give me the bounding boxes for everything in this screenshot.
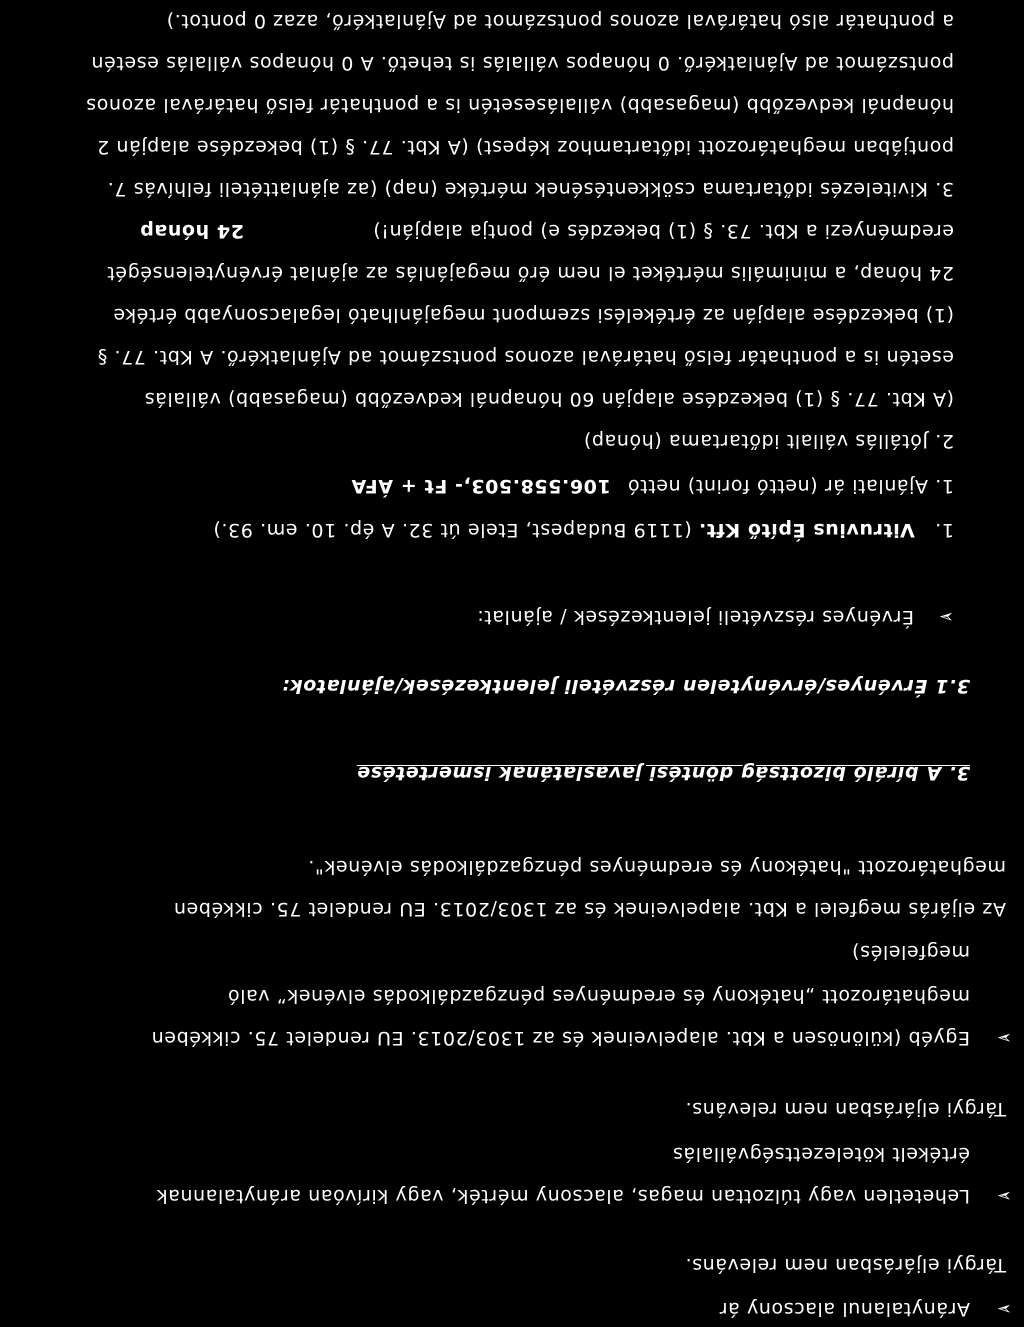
paragraph: Tárgyi eljárásban nem releváns. bbox=[684, 1254, 1006, 1276]
bidder-name: Vitruvius Építő Kft. bbox=[698, 519, 915, 541]
paragraph: Tárgyi eljárásban nem releváns. bbox=[684, 1098, 1006, 1120]
criterion-warranty-line6: eredményezi a Kbt. 73. § (1) bekezdés e) pontja alapján!) bbox=[372, 220, 954, 242]
criterion-warranty-value: 24 hónap bbox=[139, 220, 244, 242]
bullet-arrow-icon: ➢ bbox=[996, 1185, 1012, 1206]
criterion-warranty-line5: 24 hónap, a minimális mértéket el nem érő megajánlás az ajánlat érvénytelenségét bbox=[106, 262, 954, 284]
bullet-lehetetlen-line2: értékelt kötelezettségvállalás bbox=[672, 1143, 970, 1165]
bullet-arrow-icon: ➢ bbox=[938, 606, 954, 627]
section-heading: 3. A bíráló bizottság döntési javaslatának ismertetése bbox=[356, 762, 970, 784]
criterion-duration-line4: pontszámot ad Ajánlatkérő. 0 hónapos vállalás is tehető. A 0 hónapos vállalás esetén bbox=[90, 52, 954, 74]
subsection-heading: 3.1 Érvényes/érvénytelen részvételi jelentkezések/ajánlatok: bbox=[281, 675, 970, 697]
bullet-egyeb-line2: meghatározott „hatékony és eredményes pénzgazdálkodás elvének” való bbox=[227, 985, 970, 1007]
bidder-number: 1. bbox=[934, 519, 954, 541]
bullet-egyeb-line1: Egyéb (különösen a Kbt. alapelveinek és az 1303/2013. EU rendelet 75. cikkében bbox=[151, 1027, 970, 1049]
criterion-warranty-line1: 2. Jótállás vállalt időtartama (hónap) bbox=[583, 430, 954, 452]
criterion-duration-line5: a ponthatár alsó határával azonos pontszámot ad Ajánlatkérő, azaz 0 pontot.) bbox=[166, 10, 954, 32]
paragraph-line2: meghatározott "hatékony és eredményes pénzgazdálkodás elvének". bbox=[307, 856, 1006, 878]
criterion-warranty-line3: esetén is a ponthatár felső határával azonos pontszámot ad Ajánlatkérő. A Kbt. 77. § bbox=[97, 346, 954, 368]
bidder-address: (1119 Budapest, Etele út 32. A ép. 10. em. 93.) bbox=[212, 519, 692, 541]
criterion-warranty-line4: (1) bekezdése alapján az értékelési szempont megajánlható legalacsonyabb értéke bbox=[112, 304, 954, 326]
paragraph-line1: Az eljárás megfelel a Kbt. alapelveinek és az 1303/2013. EU rendelet 75. cikkében bbox=[173, 898, 1006, 920]
criterion-duration-line1: 3. Kivitelezés időtartama csökkentésének mértéke (nap) (az ajánlattételi felhívás 7. bbox=[107, 178, 954, 200]
bidder-entry bbox=[213, 516, 954, 544]
criterion-price-label: 1. Ajánlati ár (nettó forint) nettó bbox=[627, 475, 954, 497]
valid-bids-label: Érvényes részvételi jelentkezések / ajánlat: bbox=[476, 606, 914, 628]
criterion-price-value: 106.558.503,- Ft + ÁFA bbox=[350, 475, 611, 497]
criterion-price bbox=[351, 472, 954, 500]
criterion-duration-line2: pontjában meghatározott időtartamhoz képest) (A Kbt. 77. § (1) bekezdése alapján 2 bbox=[96, 136, 954, 158]
bullet-egyeb-line3: megfelelés) bbox=[851, 941, 970, 963]
criterion-warranty-line2: (A Kbt. 77. § (1) bekezdése alapján 60 hónapnál kedvezőbb (magasabb) vállalás bbox=[144, 388, 954, 410]
bullet-lehetetlen-line1: Lehetetlen vagy túlzottan magas, alacsony mérték, vagy kirívóan aránytalannak bbox=[156, 1185, 970, 1207]
bullet-arrow-icon: ➢ bbox=[996, 1298, 1012, 1319]
bullet-arrow-icon: ➢ bbox=[996, 1027, 1012, 1048]
bullet-aranytalan-ar: Aránytalanul alacsony ár bbox=[719, 1298, 970, 1320]
criterion-duration-line3: hónapnál kedvezőbb (magasabb) vállalásesetén is a ponthatár felső határával azonos bbox=[85, 94, 954, 116]
